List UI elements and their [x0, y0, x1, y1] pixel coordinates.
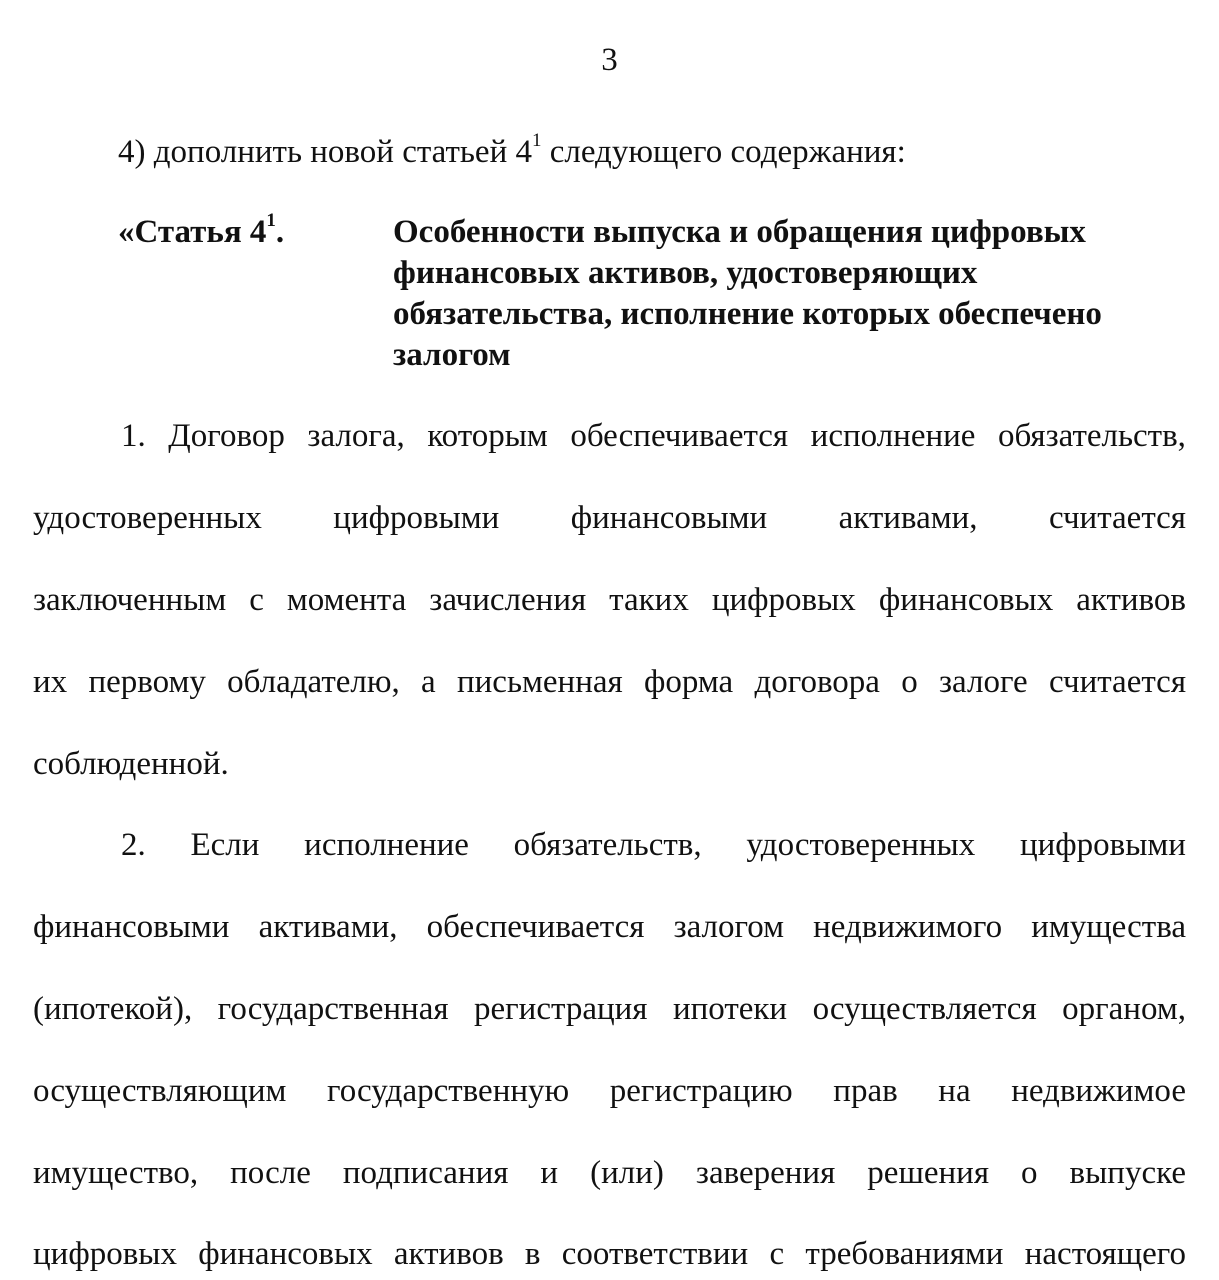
article-title-line: Особенности выпуска и обращения цифровых: [393, 214, 1086, 250]
word: осуществляющим: [33, 1073, 287, 1109]
paragraph-line: [33, 989, 1186, 1029]
word: считается: [1048, 500, 1186, 536]
word: письменная: [456, 664, 623, 700]
word: органом,: [1062, 991, 1186, 1027]
superscript: 1: [531, 130, 542, 151]
word: цифровых: [33, 1236, 177, 1272]
article-title-line: финансовых активов, удостоверяющих: [393, 255, 978, 291]
word: активами,: [258, 909, 398, 945]
word: подписания: [342, 1155, 509, 1191]
word: финансовых: [198, 1236, 373, 1272]
word: обладателю,: [227, 664, 400, 700]
word: а: [421, 664, 436, 700]
word: таких: [609, 582, 689, 618]
word: обеспечивается: [570, 418, 789, 454]
word: обязательств,: [997, 418, 1186, 454]
paragraph-line: соблюденной.: [33, 746, 229, 782]
word: финансовых: [878, 582, 1054, 618]
word: заверения: [695, 1155, 836, 1191]
paragraph-line: [121, 825, 1186, 865]
word: активов: [1076, 582, 1186, 618]
word: имущества: [1031, 909, 1186, 945]
word: и: [540, 1155, 559, 1191]
word: недвижимое: [1011, 1073, 1186, 1109]
word: выпуске: [1069, 1155, 1186, 1191]
paragraph-line: [33, 1153, 1186, 1193]
word: с: [769, 1236, 785, 1272]
word: обеспечивается: [426, 909, 645, 945]
word: момента: [286, 582, 407, 618]
word: активов: [393, 1236, 504, 1272]
word: о: [901, 664, 918, 700]
word: цифровыми: [333, 500, 500, 536]
word: соответствии: [561, 1236, 749, 1272]
word: залогом: [673, 909, 784, 945]
word: первому: [88, 664, 206, 700]
word: прав: [833, 1073, 898, 1109]
word: цифровыми: [1019, 827, 1186, 863]
word: исполнение: [304, 827, 469, 863]
word: удостоверенных: [33, 500, 262, 536]
word: регистрация: [474, 991, 648, 1027]
word: на: [938, 1073, 971, 1109]
word: их: [33, 664, 68, 700]
word: настоящего: [1024, 1236, 1186, 1272]
paragraph-line: [121, 416, 1186, 456]
word: договора: [754, 664, 880, 700]
word: 1.: [121, 418, 146, 454]
word: форма: [643, 664, 734, 700]
word: (ипотекой),: [33, 991, 193, 1027]
article-label: «Статья $4^1$.: [118, 210, 285, 250]
word: имущество,: [33, 1155, 199, 1191]
paragraph-line: [33, 580, 1186, 620]
word: государственная: [217, 991, 449, 1027]
word: активами,: [838, 500, 978, 536]
word: цифровых: [711, 582, 856, 618]
word: регистрацию: [609, 1073, 793, 1109]
superscript: 1: [266, 210, 276, 231]
paragraph-line: [33, 907, 1186, 947]
word: недвижимого: [813, 909, 1003, 945]
word: залога,: [307, 418, 405, 454]
amendment-intro: 4) дополнить новой статьей $4^1$ следующего содержания:: [118, 130, 906, 170]
word: ипотеки: [672, 991, 788, 1027]
article-title-line: обязательства, исполнение которых обеспечено: [393, 296, 1102, 332]
word: решения: [867, 1155, 990, 1191]
word: зачисления: [429, 582, 587, 618]
paragraph-line: [33, 662, 1186, 702]
paragraph-line: [33, 498, 1186, 538]
word: финансовыми: [570, 500, 768, 536]
word: исполнение: [810, 418, 976, 454]
word: (или): [590, 1155, 664, 1191]
word: 2.: [121, 827, 146, 863]
paragraph-line: [33, 1071, 1186, 1111]
word: государственную: [326, 1073, 570, 1109]
word: удостоверенных: [746, 827, 976, 863]
word: обязательств,: [513, 827, 702, 863]
word: заключенным: [33, 582, 227, 618]
word: после: [230, 1155, 311, 1191]
word: требованиями: [805, 1236, 1004, 1272]
word: которым: [427, 418, 548, 454]
article-title-line: залогом: [393, 337, 511, 373]
word: финансовыми: [33, 909, 230, 945]
word: Договор: [168, 418, 285, 454]
word: с: [249, 582, 264, 618]
paragraph-line: [33, 1234, 1186, 1274]
word: о: [1021, 1155, 1038, 1191]
word: считается: [1048, 664, 1186, 700]
word: Если: [190, 827, 260, 863]
word: осуществляется: [812, 991, 1037, 1027]
word: в: [524, 1236, 541, 1272]
word: залоге: [939, 664, 1028, 700]
page-number: 3: [601, 42, 618, 78]
